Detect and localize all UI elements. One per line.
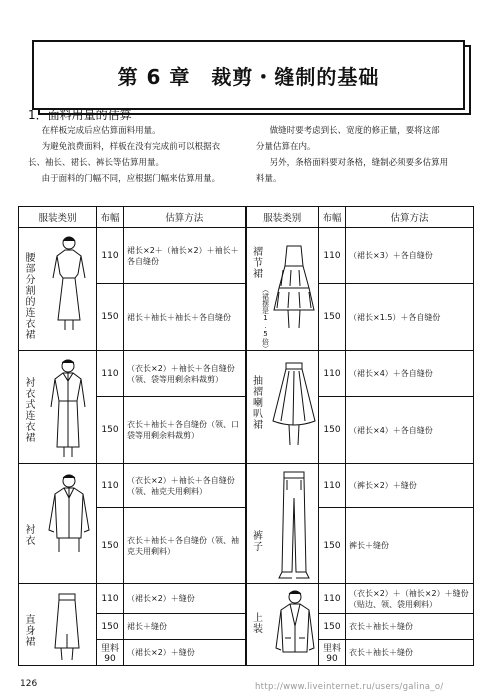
width-cell: 110 — [319, 584, 346, 614]
waist-seam-dress-illustration — [47, 234, 91, 334]
method-cell: （裙长×4）＋各自缝份 — [346, 397, 474, 464]
intro-right-line: 做缝时要考虑到长、宽度的修正量，要将这部 — [269, 126, 440, 136]
gathered-flare-skirt-illustration — [269, 359, 319, 449]
width-cell: 150 — [97, 284, 124, 351]
category-cell — [246, 228, 319, 351]
width-cell: 110 — [319, 464, 346, 508]
method-cell: （衣长×2）＋袖长＋各自缝份（领、袖克夫用剩料） — [124, 464, 246, 508]
category-cell — [19, 584, 97, 666]
table-row — [19, 228, 474, 284]
width-cell: 里料 90 — [97, 640, 124, 666]
table-header-row — [19, 207, 474, 228]
footer-url: http://www.liveinternet.ru/users/galina_o/ — [255, 682, 444, 692]
width-cell: 110 — [97, 464, 124, 508]
page-number: 126 — [20, 679, 38, 689]
header-method: 估算方法 — [124, 207, 246, 228]
intro-right-line: 另外，条格面料要对条格，缝制必须要多估算用 — [269, 158, 449, 168]
trousers-illustration — [271, 468, 317, 580]
category-cell — [246, 464, 319, 584]
category-cell — [19, 464, 97, 584]
category-label: 抽褶喇叭裙 — [250, 375, 262, 430]
method-cell: （裙长×3）＋各自缝份 — [346, 228, 474, 284]
shirt-dress-illustration — [45, 357, 91, 461]
method-cell: 衣长＋袖长＋缝份 — [346, 640, 474, 666]
width-cell: 150 — [97, 397, 124, 464]
method-cell: （衣长×2）＋袖长＋各自缝份（领、袋等用剩余料裁剪） — [124, 351, 246, 397]
method-cell: （裙长×1.5）＋各自缝份 — [346, 284, 474, 351]
header-category: 服装类别 — [246, 207, 319, 228]
chapter-title: 第 6 章 裁剪・缝制的基础 — [117, 64, 380, 89]
width-cell: 里料 90 — [319, 640, 346, 666]
width-cell: 150 — [319, 397, 346, 464]
category-cell — [246, 584, 319, 666]
intro-right-line: 分量估算在内。 — [256, 142, 316, 152]
method-cell: （衣长×2）＋（袖长×2）＋缝份（贴边、领、袋用剩料） — [346, 584, 474, 614]
category-label: 衬衣 — [23, 524, 34, 546]
method-cell: 裙长＋袖长＋袖长＋各自缝份 — [124, 284, 246, 351]
width-cell: 150 — [97, 508, 124, 584]
header-method: 估算方法 — [346, 207, 474, 228]
intro-left-line: 由于面料的门幅不同，应根据门幅来估算用量。 — [41, 174, 221, 184]
category-label: 腰部分割的连衣裙 — [23, 252, 34, 340]
intro-left-column — [28, 123, 263, 187]
category-cell — [19, 228, 97, 351]
table-row — [19, 351, 474, 397]
width-cell: 150 — [319, 284, 346, 351]
intro-left-line: 为避免浪费面料，样板在没有完成前可以根据衣 — [41, 142, 221, 152]
fabric-estimate-table — [18, 206, 474, 666]
width-cell: 110 — [97, 228, 124, 284]
intro-left-line: 长、袖长、裙长、裤长等估算用量。 — [28, 158, 165, 168]
method-cell: （裙长×2）＋缝份 — [124, 584, 246, 614]
category-label: 直身裙 — [23, 614, 34, 647]
jacket-illustration — [271, 588, 319, 670]
header-category: 服装类别 — [19, 207, 97, 228]
banner-frame — [32, 40, 465, 110]
intro-right-column — [256, 123, 471, 187]
width-cell: 110 — [97, 584, 124, 614]
width-cell: 110 — [97, 351, 124, 397]
blouse-illustration — [45, 472, 93, 556]
category-label: 上装 — [250, 612, 262, 634]
width-cell: 150 — [319, 614, 346, 640]
table-row — [19, 584, 474, 614]
chapter-banner — [32, 40, 465, 110]
width-cell: 110 — [319, 228, 346, 284]
table-row — [19, 464, 474, 508]
intro-right-line: 料量。 — [256, 174, 282, 184]
method-cell: 衣长＋袖长＋各自缝份（领、袖克夫用剩料） — [124, 508, 246, 584]
method-cell: 衣长＋袖长＋各自缝份（领、口袋等用剩余料裁剪） — [124, 397, 246, 464]
section-title: 1．面料用量的估算 — [28, 108, 132, 122]
header-width: 布幅 — [97, 207, 124, 228]
method-cell: 裤长＋缝份 — [346, 508, 474, 584]
method-cell: 裙长×2＋（袖长×2）＋袖长＋各自缝份 — [124, 228, 246, 284]
tiered-skirt-illustration — [271, 242, 317, 332]
category-cell — [19, 351, 97, 464]
method-cell: （裙长×2）＋缝份 — [124, 640, 246, 666]
straight-skirt-illustration — [47, 590, 87, 662]
header-width: 布幅 — [319, 207, 346, 228]
method-cell: （裤长×2）＋缝份 — [346, 464, 474, 508]
category-label: 衬衣式连衣裙 — [23, 377, 34, 443]
category-cell — [246, 351, 319, 464]
category-note: （裙摆是1.5倍） — [261, 286, 270, 352]
method-cell: 裙长＋缝份 — [124, 614, 246, 640]
category-label: 裤子 — [250, 530, 262, 552]
width-cell: 150 — [97, 614, 124, 640]
method-cell: 衣长＋袖长＋缝份 — [346, 614, 474, 640]
category-label: 褶节裙 — [250, 246, 262, 279]
method-cell: （裙长×4）＋各自缝份 — [346, 351, 474, 397]
width-cell: 150 — [319, 508, 346, 584]
intro-left-line: 在样板完成后应估算面料用量。 — [41, 126, 161, 136]
width-cell: 110 — [319, 351, 346, 397]
